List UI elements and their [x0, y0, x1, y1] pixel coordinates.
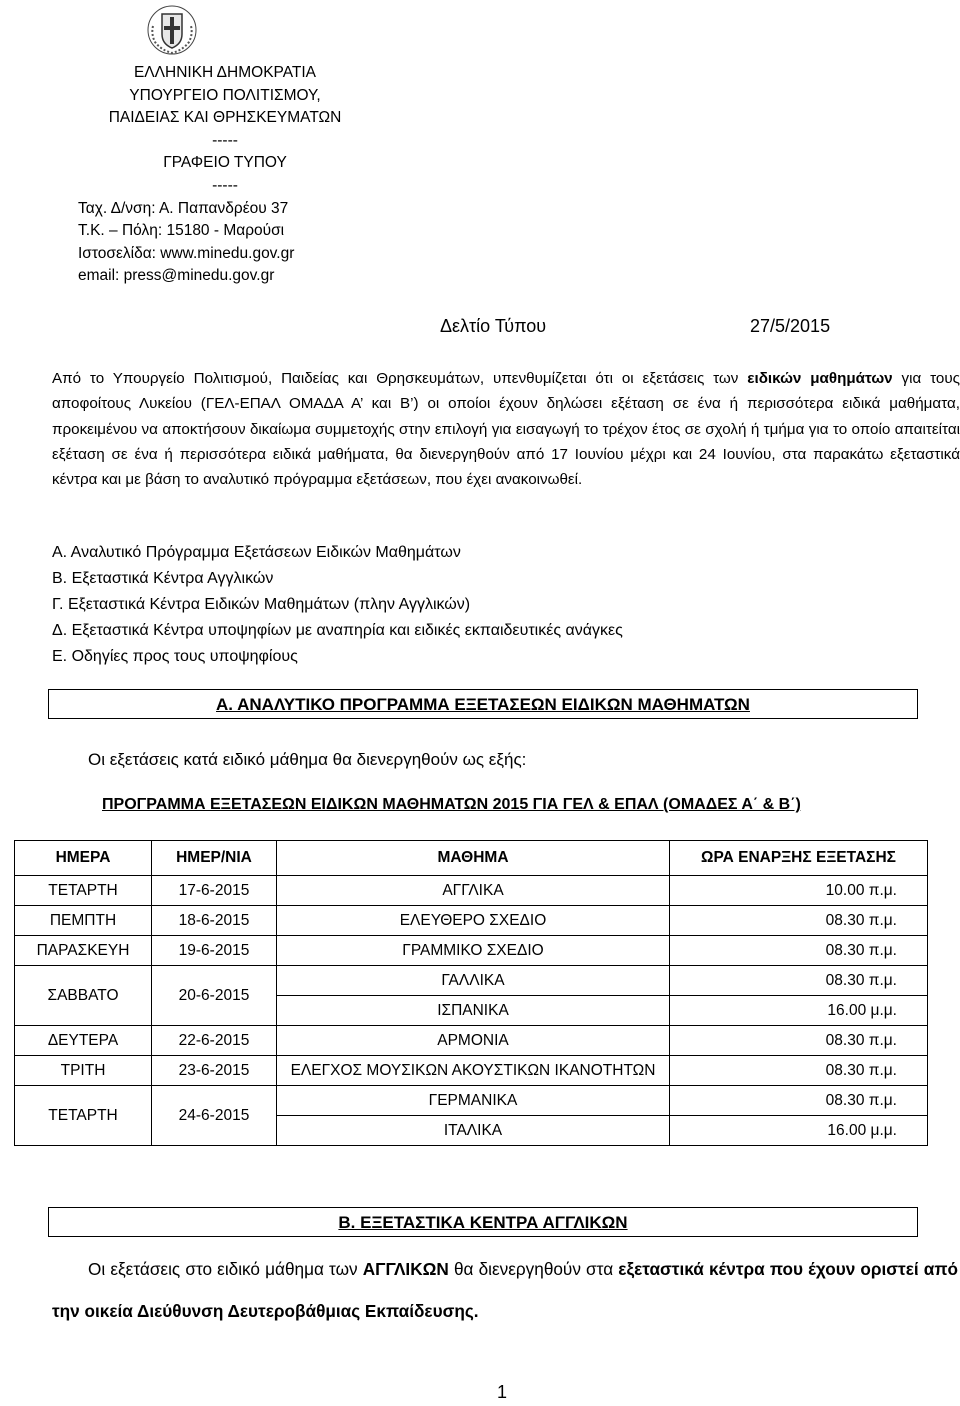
intro-text: Από το Υπουργείο Πολιτισμού, Παιδείας και Θρησκευμάτων, υπενθυμίζεται ότι οι εξετάσεις των: [52, 370, 748, 387]
header-line: -----: [212, 131, 238, 149]
date-cell: 17-6-2015: [152, 876, 277, 906]
day-cell: ΠΕΜΠΤΗ: [15, 906, 152, 936]
postal-line: Τ.Κ. – Πόλη: 15180 - Μαρούσι: [78, 222, 285, 240]
table-row: [15, 1026, 928, 1056]
press-release-title: Δελτίο Τύπου: [440, 316, 547, 336]
table-row: [15, 876, 928, 906]
day-cell: ΠΑΡΑΣΚΕΥΗ: [15, 936, 152, 966]
date-cell: 24-6-2015: [152, 1086, 277, 1146]
greek-coat-of-arms-icon: [147, 4, 197, 56]
subject-cell: ΓΑΛΛΙΚΑ: [277, 966, 670, 996]
subject-cell: ΑΓΓΛΙΚΑ: [277, 876, 670, 906]
section-b-text: θα διενεργηθούν στα: [448, 1259, 619, 1279]
section-b-paragraph: [52, 1248, 958, 1332]
subject-cell: ΓΕΡΜΑΝΙΚΑ: [277, 1086, 670, 1116]
time-cell: 08.30 π.μ.: [670, 966, 928, 996]
website-line: Ιστοσελίδα: www.minedu.gov.gr: [78, 244, 295, 262]
day-cell: ΤΕΤΑΡΤΗ: [15, 876, 152, 906]
day-cell: ΣΑΒΒΑΤΟ: [15, 966, 152, 1026]
intro-bold: ειδικών μαθημάτων: [747, 370, 893, 387]
time-cell: 08.30 π.μ.: [670, 936, 928, 966]
subject-cell: ΕΛΕΓΧΟΣ ΜΟΥΣΙΚΩΝ ΑΚΟΥΣΤΙΚΩΝ ΙΚΑΝΟΤΗΤΩΝ: [277, 1056, 670, 1086]
header-line: -----: [212, 176, 238, 194]
date-cell: 22-6-2015: [152, 1026, 277, 1056]
table-row: [15, 1086, 928, 1116]
day-cell: ΔΕΥΤΕΡΑ: [15, 1026, 152, 1056]
header-line: ΕΛΛΗΝΙΚΗ ΔΗΜΟΚΡΑΤΙΑ: [133, 64, 317, 81]
contents-item: Δ. Εξεταστικά Κέντρα υποψηφίων με αναπηρία και ειδικές εκπαιδευτικές ανάγκες: [52, 622, 623, 639]
column-header: ΗΜΕΡΑ: [15, 841, 152, 876]
program-title: ΠΡΟΓΡΑΜΜΑ ΕΞΕΤΑΣΕΩΝ ΕΙΔΙΚΩΝ ΜΑΘΗΜΑΤΩΝ 2015 ΓΙΑ ΓΕΛ & ΕΠΑΛ (ΟΜΑΔΕΣ Α΄ & Β΄): [102, 796, 801, 813]
intro-paragraph: [52, 366, 960, 492]
time-cell: 08.30 π.μ.: [670, 1026, 928, 1056]
section-a-intro: Οι εξετάσεις κατά ειδικό μάθημα θα διενεργηθούν ως εξής:: [88, 750, 527, 769]
column-header: ΜΑΘΗΜΑ: [277, 841, 670, 876]
address-line: Ταχ. Δ/νση: Α. Παπανδρέου 37: [78, 199, 289, 217]
subject-cell: ΓΡΑΜΜΙΚΟ ΣΧΕΔΙΟ: [277, 936, 670, 966]
table-row: [15, 936, 928, 966]
date-cell: 20-6-2015: [152, 966, 277, 1026]
page-number: 1: [497, 1382, 508, 1402]
day-cell: ΤΕΤΑΡΤΗ: [15, 1086, 152, 1146]
time-cell: 08.30 π.μ.: [670, 1086, 928, 1116]
subject-cell: ΙΤΑΛΙΚΑ: [277, 1116, 670, 1146]
section-a-heading: Α. ΑΝΑΛΥΤΙΚΟ ΠΡΟΓΡΑΜΜΑ ΕΞΕΤΑΣΕΩΝ ΕΙΔΙΚΩΝ ΜΑΘΗΜΑΤΩΝ: [48, 689, 918, 719]
time-cell: 10.00 π.μ.: [670, 876, 928, 906]
header-line: ΓΡΑΦΕΙΟ ΤΥΠΟΥ: [163, 154, 287, 172]
exam-schedule-table: [14, 840, 928, 1146]
subject-cell: ΕΛΕΥΘΕΡΟ ΣΧΕΔΙΟ: [277, 906, 670, 936]
section-b-text: Οι εξετάσεις στο ειδικό μάθημα των: [88, 1259, 363, 1279]
contents-item: Β. Εξεταστικά Κέντρα Αγγλικών: [52, 570, 274, 587]
time-cell: 08.30 π.μ.: [670, 906, 928, 936]
press-release-date: 27/5/2015: [750, 316, 831, 336]
section-b-heading: Β. ΕΞΕΤΑΣΤΙΚΑ ΚΕΝΤΡΑ ΑΓΓΛΙΚΩΝ: [48, 1207, 918, 1237]
column-header: ΗΜΕΡ/ΝΙΑ: [152, 841, 277, 876]
date-cell: 18-6-2015: [152, 906, 277, 936]
intro-text: για τους αποφοίτους Λυκείου (ΓΕΛ-ΕΠΑΛ ΟΜΑΔΑ Α’ και Β’) οι οποίοι έχουν δηλώσει εξέταση σε ένα ή περισσότερα ειδικά μαθήματα, προκειμένου να αποκτήσουν δικαίωμα συμμετοχής στην επιλογή για εισαγωγή το τρέχον έτος σε σχολή ή τμήμα για το οποίο απαιτείται εξέταση σε ένα ή περισσότερα ειδικά μαθήματα, θα διενεργηθούν από 17 Ιουνίου μέχρι και 24 Ιουνίου, στα παρακάτω εξεταστικά κέντρα και με βάση το αναλυτικό πρόγραμμα εξετάσεων, που έχει ανακοινωθεί.: [52, 370, 960, 489]
date-cell: 19-6-2015: [152, 936, 277, 966]
subject-cell: ΙΣΠΑΝΙΚΑ: [277, 996, 670, 1026]
ministry-header: [60, 62, 390, 288]
contents-list: [52, 540, 623, 670]
header-line: ΥΠΟΥΡΓΕΙΟ ΠΟΛΙΤΙΣΜΟΥ,: [129, 86, 321, 104]
table-header-row: [15, 841, 928, 876]
contents-item: Ε. Οδηγίες προς τους υποψηφίους: [52, 648, 298, 665]
section-b-bold: εξεταστικά κέντρα που έχουν οριστεί από την οικεία Διεύθυνση Δευτεροβάθμιας Εκπαίδευσης.: [52, 1259, 959, 1321]
table-row: [15, 966, 928, 996]
header-line: ΠΑΙΔΕΙΑΣ ΚΑΙ ΘΡΗΣΚΕΥΜΑΤΩΝ: [108, 109, 342, 127]
time-cell: 08.30 π.μ.: [670, 1056, 928, 1086]
date-cell: 23-6-2015: [152, 1056, 277, 1086]
day-cell: ΤΡΙΤΗ: [15, 1056, 152, 1086]
contents-item: Α. Αναλυτικό Πρόγραμμα Εξετάσεων Ειδικών Μαθημάτων: [52, 544, 461, 561]
table-row: [15, 906, 928, 936]
subject-cell: ΑΡΜΟΝΙΑ: [277, 1026, 670, 1056]
time-cell: 16.00 μ.μ.: [670, 996, 928, 1026]
contents-item: Γ. Εξεταστικά Κέντρα Ειδικών Μαθημάτων (πλην Αγγλικών): [52, 596, 471, 613]
time-cell: 16.00 μ.μ.: [670, 1116, 928, 1146]
table-row: [15, 1056, 928, 1086]
email-line: email: press@minedu.gov.gr: [78, 267, 275, 285]
section-b-bold: ΑΓΓΛΙΚΩΝ: [362, 1259, 449, 1279]
column-header: ΩΡΑ ΕΝΑΡΞΗΣ ΕΞΕΤΑΣΗΣ: [670, 841, 928, 876]
